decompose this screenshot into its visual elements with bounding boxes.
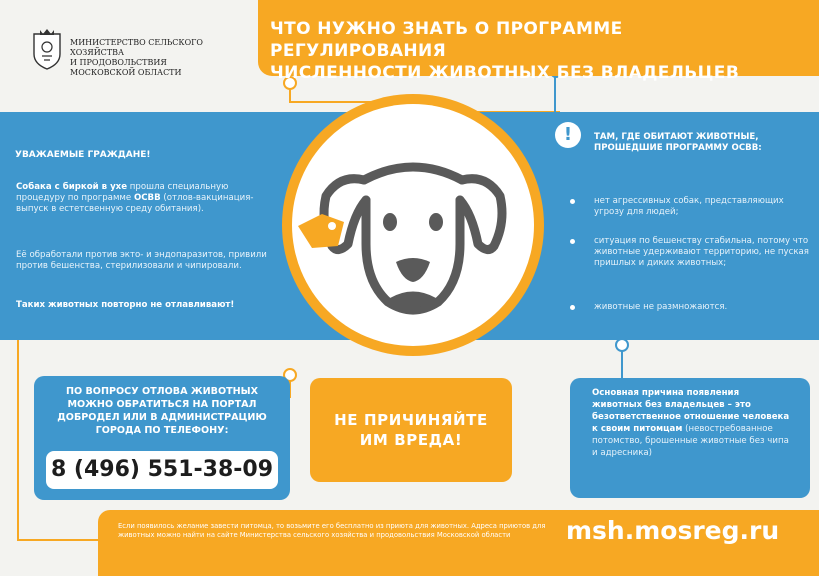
bullet-dot — [570, 239, 575, 244]
phone-number[interactable]: 8 (496) 551-38-09 — [46, 451, 278, 489]
right-heading — [594, 132, 814, 154]
warning-text — [310, 410, 512, 450]
ministry-name — [70, 38, 250, 78]
p1-tail: (отлов-вакцинация-выпуск в естетсвенную среду обитания). — [16, 193, 254, 214]
bullet-text: животные не размножаются. — [594, 302, 728, 312]
left-paragraph-3: Таких животных повторно не отлавливают! — [16, 300, 235, 310]
website-link[interactable]: msh.mosreg.ru — [566, 516, 780, 545]
bullet-text: нет агрессивных собак, представляющих угрозу для людей; — [594, 196, 784, 217]
ministry-line-1: МИНИСТЕРСТВО СЕЛЬСКОГО ХОЗЯЙСТВА — [70, 38, 203, 57]
ministry-line-3: МОСКОВСКОЙ ОБЛАСТИ — [70, 68, 182, 77]
coat-of-arms-icon — [30, 26, 64, 70]
left-paragraph-1 — [16, 182, 276, 215]
right-heading-line-2: ПРОШЕДШИЕ ПРОГРАММУ ОСВВ: — [594, 143, 762, 153]
bullet-dot — [570, 305, 575, 310]
title-line-1: ЧТО НУЖНО ЗНАТЬ О ПРОГРАММЕ РЕГУЛИРОВАНИЯ — [270, 19, 623, 61]
reason-text — [592, 387, 792, 459]
bullet-text: ситуация по бешенству стабильна, потому что животные удерживают территорию, не пуская пришлых и диких животных; — [594, 236, 809, 268]
tag-dog-text: Собака с биркой в ухе — [16, 182, 128, 192]
bullet-item — [594, 302, 814, 313]
bullet-dot — [570, 199, 575, 204]
page-title — [270, 18, 805, 84]
reason-rest: (невостребованное потомство, брошенные животные без чипа и адресника) — [592, 424, 789, 458]
osvv-text: ОСВВ — [133, 193, 161, 203]
reason-bold: Основная причина появления животных без владельцев – это безответственное отношение человека к своим питомцам — [592, 388, 790, 434]
warning-line-1: НЕ ПРИЧИНЯЙТЕ — [334, 411, 488, 429]
bullet-item — [594, 236, 814, 269]
ear-tag-icon — [292, 208, 350, 252]
ministry-line-2: И ПРОДОВОЛЬСТВИЯ — [70, 58, 167, 67]
left-paragraph-2: Её обработали против экто- и эндопаразитов, привили против бешенства, стерилизовали и чипировали. — [16, 250, 267, 271]
p1-rest: прошла специальную процедуру по программе — [16, 182, 229, 203]
exclamation-icon: ! — [555, 122, 581, 148]
right-heading-line-1: ТАМ, ГДЕ ОБИТАЮТ ЖИВОТНЫЕ, — [594, 132, 759, 142]
contact-text: ПО ВОПРОСУ ОТЛОВА ЖИВОТНЫХ МОЖНО ОБРАТИТЬСЯ НА ПОРТАЛ ДОБРОДЕЛ ИЛИ В АДМИНИСТРАЦИЮ ГОРОДА ПО ТЕЛЕФОНУ: — [57, 386, 267, 436]
warning-line-2: ИМ ВРЕДА! — [359, 431, 463, 449]
left-heading: УВАЖАЕМЫЕ ГРАЖДАНЕ! — [15, 150, 151, 160]
title-line-2: ЧИСЛЕННОСТИ ЖИВОТНЫХ БЕЗ ВЛАДЕЛЬЦЕВ — [270, 63, 740, 83]
bullet-item — [594, 196, 814, 218]
footer-text: Если появилось желание завести питомца, то возьмите его бесплатно из приюта для животных. Адреса приютов для животных можно найти на сайте Министерства сельского хозяйства и продовольствия Московской области — [118, 522, 546, 539]
